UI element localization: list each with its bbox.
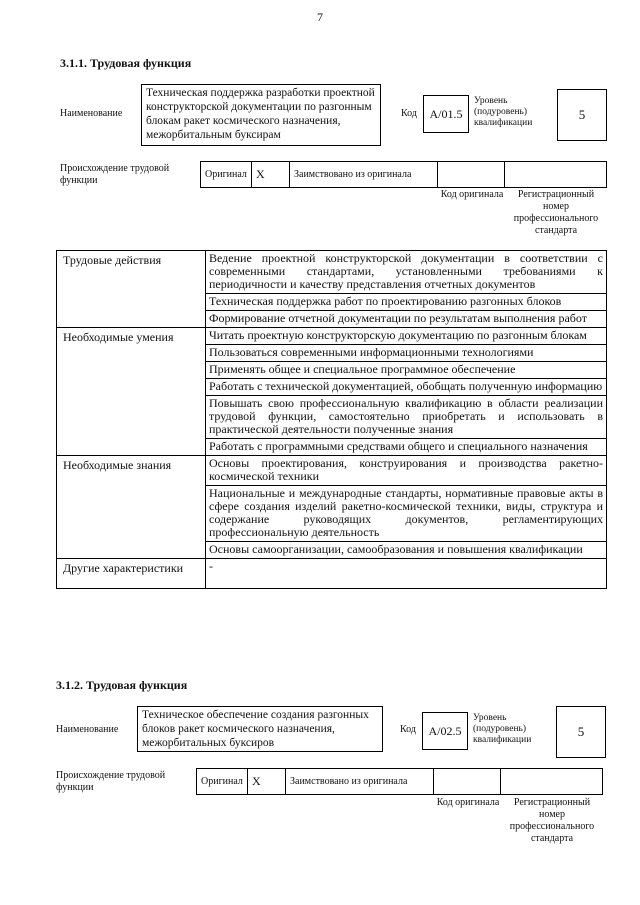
level-value-box: 5: [557, 89, 607, 141]
other-value: -: [206, 559, 607, 589]
page-number: 7: [317, 10, 323, 24]
action-item: Ведение проектной конструкторской документации в соответствии с современными стандартами, установленными требованиями к периодичности и качеству представления отчетных документов: [206, 251, 607, 294]
skill-item: Читать проектную конструкторскую документацию по разгонным блокам: [206, 328, 607, 345]
section-title-3-1-1: 3.1.1. Трудовая функция: [60, 56, 192, 70]
actions-label: Трудовые действия: [57, 251, 206, 328]
knowledge-label: Необходимые знания: [57, 456, 206, 559]
level-label: Уровень (подуровень) квалификации: [473, 713, 532, 745]
level-label: Уровень (подуровень) квалификации: [474, 96, 533, 128]
original-code-cell: [433, 768, 500, 795]
orig-code-note: Код оригинала: [436, 797, 500, 808]
original-label: Оригинал: [196, 768, 247, 795]
knowledge-item: Основы проектирования, конструирования и производства ракетно-космической техники: [206, 456, 607, 486]
knowledge-item: Национальные и международные стандарты, нормативные правовые акты в сфере создания изделий ракетно-космической техники, виды, структура и содержание руководящих документов, регламентирующих профессиональную деятельность: [206, 486, 607, 542]
original-mark: X: [251, 161, 289, 188]
reg-number-note: Регистрационный номер профессионального стандарта: [513, 189, 599, 236]
skill-item: Работать с программными средствами общего и специального назначения: [206, 439, 607, 456]
name-label: Наименование: [60, 108, 123, 119]
origin-label: Происхождение трудовой функции: [56, 770, 166, 793]
original-mark: X: [247, 768, 285, 795]
skills-label: Необходимые умения: [57, 328, 206, 456]
other-label: Другие характеристики: [57, 559, 206, 589]
reg-number-cell: [500, 768, 603, 795]
origin-label: Происхождение трудовой функции: [60, 163, 170, 186]
name-label: Наименование: [56, 724, 119, 735]
skill-item: Повышать свою профессиональную квалификацию в области реализации трудовой функции, самостоятельно приобретать и использовать в практической деятельности полученные знания: [206, 396, 607, 439]
skill-item: Работать с технической документацией, обобщать полученную информацию: [206, 379, 607, 396]
function-name-box: Техническая поддержка разработки проектной конструкторской документации по разгонным блокам ракет космического назначения, межорбитальным буксирам: [141, 84, 381, 146]
knowledge-item: Основы самоорганизации, самообразования и повышения квалификации: [206, 542, 607, 559]
section-title-3-1-2: 3.1.2. Трудовая функция: [56, 678, 188, 692]
origin-row: [196, 768, 603, 795]
action-item: Техническая поддержка работ по проектированию разгонных блоков: [206, 294, 607, 311]
reg-number-cell: [504, 161, 607, 188]
code-label: Код: [401, 108, 417, 119]
skill-item: Применять общее и специальное программное обеспечение: [206, 362, 607, 379]
original-code-cell: [437, 161, 504, 188]
action-item: Формирование отчетной документации по результатам выполнения работ: [206, 311, 607, 328]
borrowed-label: Заимствовано из оригинала: [285, 768, 433, 795]
skill-item: Пользоваться современными информационными технологиями: [206, 345, 607, 362]
code-label: Код: [400, 724, 416, 735]
details-table: [56, 250, 607, 589]
borrowed-label: Заимствовано из оригинала: [289, 161, 437, 188]
origin-row: [200, 161, 607, 188]
function-name-box: Техническое обеспечение создания разгонных блоков ракет космического назначения, межорбитальных буксиров: [137, 706, 383, 752]
orig-code-note: Код оригинала: [440, 189, 504, 200]
reg-number-note: Регистрационный номер профессионального стандарта: [509, 797, 595, 844]
level-value-box: 5: [556, 706, 606, 758]
code-value-box: A/01.5: [423, 95, 469, 133]
code-value-box: A/02.5: [422, 712, 468, 750]
original-label: Оригинал: [200, 161, 251, 188]
